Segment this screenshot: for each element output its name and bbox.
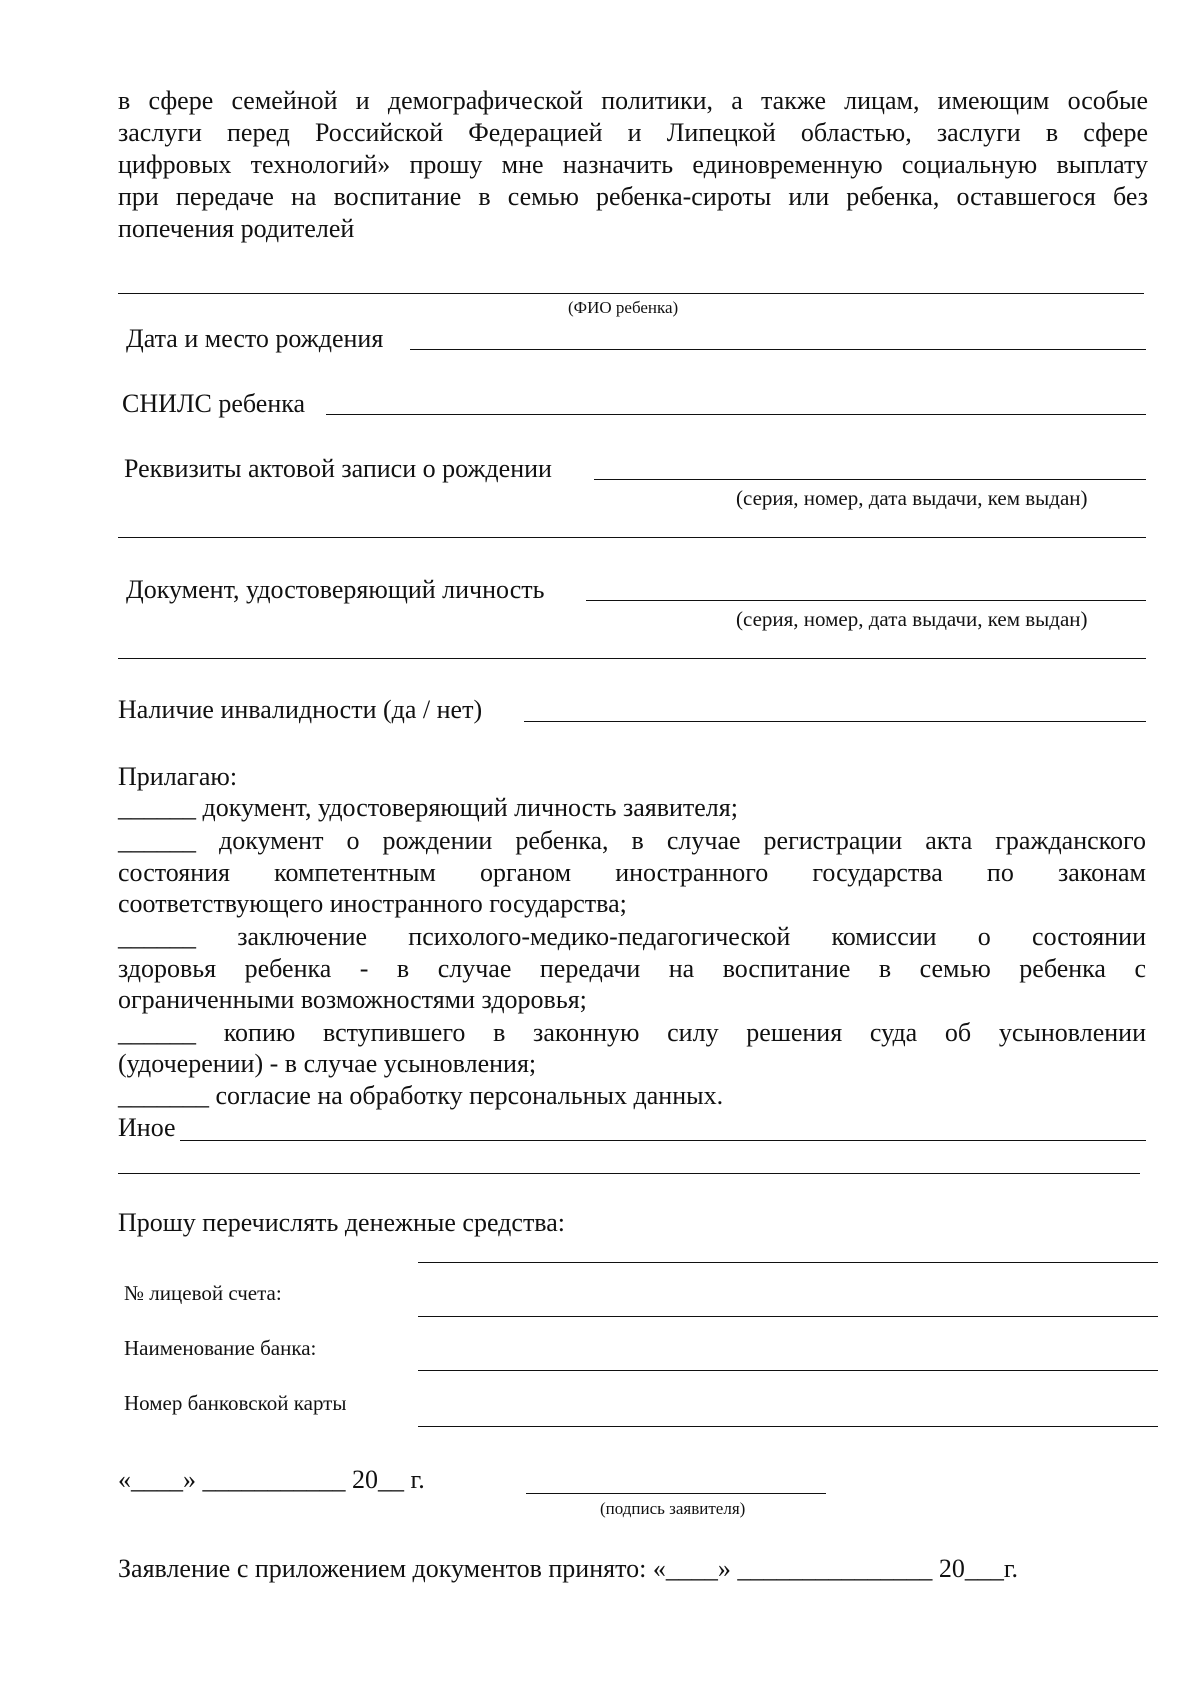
attachment-item: соответствующего иностранного государства; xyxy=(118,889,627,918)
act-record-field[interactable] xyxy=(594,479,1146,480)
attachment-item: (удочерении) - в случае усыновления; xyxy=(118,1049,537,1078)
id-doc-label: Документ, удостоверяющий личность xyxy=(126,575,545,604)
bank-field[interactable] xyxy=(418,1370,1158,1371)
account-label: № лицевой счета: xyxy=(124,1281,282,1305)
disability-label: Наличие инвалидности (да / нет) xyxy=(118,695,483,724)
card-label: Номер банковской карты xyxy=(124,1391,347,1415)
intro-line: в сфере семейной и демографической политики, а также лицам, имеющим особые xyxy=(118,86,1148,115)
payment-heading: Прошу перечислять денежные средства: xyxy=(118,1208,566,1237)
id-doc-caption: (серия, номер, дата выдачи, кем выдан) xyxy=(736,607,1088,631)
attachment-item: ограниченными возможностями здоровья; xyxy=(118,985,587,1014)
attachment-item: состояния компетентным органом иностранного государства по законам xyxy=(118,858,1146,887)
act-record-label: Реквизиты актовой записи о рождении xyxy=(124,454,552,483)
attachment-item: ______ документ о рождении ребенка, в случае регистрации акта гражданского xyxy=(118,826,1146,855)
other-field[interactable] xyxy=(180,1140,1146,1141)
child-fio-caption: (ФИО ребенка) xyxy=(568,298,679,317)
attachment-item: здоровья ребенка - в случае передачи на воспитание в семью ребенка с xyxy=(118,954,1146,983)
other-field-2[interactable] xyxy=(118,1173,1140,1174)
id-doc-field-2[interactable] xyxy=(118,658,1146,659)
card-field[interactable] xyxy=(418,1426,1158,1427)
snils-field[interactable] xyxy=(326,414,1146,415)
birth-label: Дата и место рождения xyxy=(126,324,384,353)
attachment-item: _______ согласие на обработку персональных данных. xyxy=(118,1081,724,1110)
attachments-heading: Прилагаю: xyxy=(118,762,238,791)
child-fio-field[interactable] xyxy=(118,293,1144,294)
account-field[interactable] xyxy=(418,1316,1158,1317)
intro-line: заслуги перед Российской Федерацией и Липецкой областью, заслуги в сфере xyxy=(118,118,1148,147)
act-record-field-2[interactable] xyxy=(118,537,1146,538)
disability-field[interactable] xyxy=(524,721,1146,722)
intro-line: цифровых технологий» прошу мне назначить единовременную социальную выплату xyxy=(118,150,1148,179)
signature-caption: (подпись заявителя) xyxy=(600,1499,746,1518)
signature-field[interactable] xyxy=(526,1493,826,1494)
signature-date: «____» ___________ 20__ г. xyxy=(118,1465,425,1494)
intro-line: при передаче на воспитание в семью ребенка-сироты или ребенка, оставшегося без xyxy=(118,182,1148,211)
id-doc-field[interactable] xyxy=(586,600,1146,601)
act-record-caption: (серия, номер, дата выдачи, кем выдан) xyxy=(736,486,1088,510)
other-label: Иное xyxy=(118,1113,176,1142)
payment-line[interactable] xyxy=(418,1262,1158,1263)
attachment-item: ______ копию вступившего в законную силу решения суда об усыновлении xyxy=(118,1018,1146,1047)
intro-paragraph xyxy=(118,85,1148,245)
attachment-item: ______ документ, удостоверяющий личность заявителя; xyxy=(118,793,738,822)
birth-field[interactable] xyxy=(410,349,1146,350)
acceptance-line: Заявление с приложением документов принято: «____» _______________ 20___г. xyxy=(118,1554,1019,1583)
attachment-item: ______ заключение психолого-медико-педагогической комиссии о состоянии xyxy=(118,922,1146,951)
snils-label: СНИЛС ребенка xyxy=(122,389,306,418)
intro-line: попечения родителей xyxy=(118,214,355,243)
bank-label: Наименование банка: xyxy=(124,1336,317,1360)
